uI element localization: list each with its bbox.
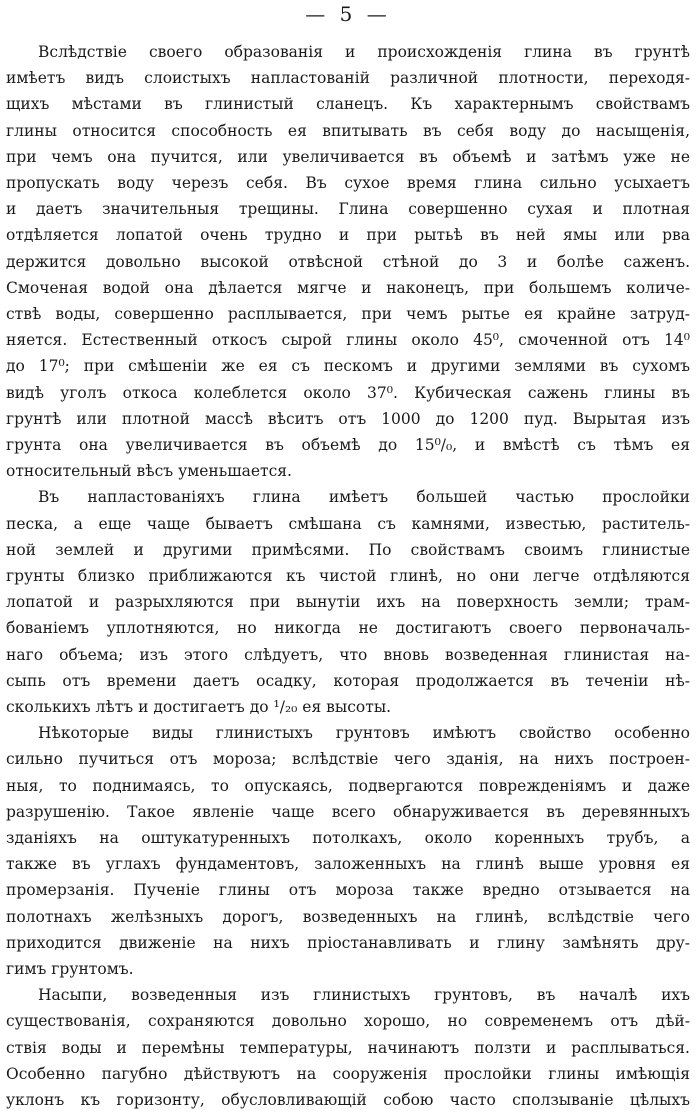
text-line: сыпь отъ времени даетъ осадку, которая продолжается въ теченіи нѣ-: [6, 671, 690, 690]
text-line: видѣ уголъ откоса колеблется около 37⁰. Кубическая сажень глины въ: [6, 383, 690, 402]
text-line: сильно пучиться отъ мороза; вслѣдствіе чего зданія, на нихъ построен-: [6, 750, 690, 769]
text-line: глины относится способность ея впитывать въ себя воду до насыщенія,: [6, 121, 690, 140]
text-line: ныя, то поднимаясь, то опускаясь, подвергаются поврежденіямъ и даже: [6, 776, 690, 795]
text-line: приходится движеніе на нихъ пріостанавливать и глину замѣнять дру-: [6, 933, 690, 952]
text-line: относительный вѣсъ уменьшается.: [6, 462, 292, 481]
text-line: грунтѣ или плотной массѣ вѣситъ отъ 1000 до 1200 пуд. Вырытая изъ: [6, 409, 690, 428]
text-line: щихъ мѣстами въ глинистый сланецъ. Къ характернымъ свойствамъ: [6, 95, 690, 114]
text-line: Въ напластованіяхъ глина имѣетъ большей частью прослойки: [38, 488, 690, 507]
text-line: ствѣ воды, совершенно расплывается, при чемъ рытье ея крайне затруд-: [6, 305, 690, 323]
text-line: имѣетъ видъ слоистыхъ напластованій различной плотности, переходя-: [6, 69, 690, 88]
text-line: бованіемъ уплотняются, но никогда не достигаютъ своего первоначаль-: [6, 619, 690, 638]
text-line: ствія воды и перемѣны температуры, начинаютъ ползти и расплываться.: [6, 1038, 690, 1057]
page-number: — 5 —: [305, 2, 391, 26]
text-line: пропускать воду черезъ себя. Въ сухое время глина сильно усыхаетъ: [6, 174, 690, 192]
text-line: наго объема; изъ этого слѣдуетъ, что вновь возведенная глинистая на-: [6, 645, 690, 664]
text-line: Особенно пагубно дѣйствуютъ на сооруженія прослойки глины имѣющія: [6, 1064, 690, 1083]
text-line: держится довольно высокой отвѣсной стѣной до 3 и болѣе саженъ.: [6, 252, 690, 271]
text-line: песка, а еще чаще бываетъ смѣшана съ камнями, известью, раститель-: [6, 514, 690, 533]
text-line: няется. Естественный откосъ сырой глины около 45⁰, смоченной отъ 14⁰: [6, 331, 690, 350]
text-line: Насыпи, возведенныя изъ глинистыхъ грунтовъ, въ началѣ ихъ: [38, 986, 690, 1005]
text-line: при чемъ она пучится, или увеличивается въ объемѣ и затѣмъ уже не: [6, 147, 690, 166]
text-line: существованія, сохраняются довольно хорошо, но современемъ отъ дѣй-: [6, 1012, 690, 1031]
text-line: грунта она увеличивается въ объемѣ до 15⁰/₀, и вмѣстѣ съ тѣмъ ея: [6, 436, 690, 454]
text-line: зданіяхъ на оштукатуренныхъ потолкахъ, около коренныхъ трубъ, а: [6, 829, 690, 847]
text-line: промерзанія. Пученіе глины отъ мороза также вредно отзывается на: [6, 881, 690, 900]
text-line: до 17⁰; при смѣшеніи же ея съ пескомъ и другими землями въ сухомъ: [6, 357, 690, 376]
text-line: Нѣкоторые виды глинистыхъ грунтовъ имѣютъ свойство особенно: [38, 724, 690, 743]
text-line: сколькихъ лѣтъ и достигаетъ до ¹/₂₀ ея высоты.: [6, 698, 392, 716]
text-line: Вслѣдствіе своего образованія и происхожденія глина въ грунтѣ: [38, 43, 690, 61]
text-line: Смоченая водой она дѣлается мягче и наконецъ, при большемъ количе-: [6, 278, 690, 297]
text-line: лопатой и разрыхляются при вынутіи ихъ на поверхность земли; трам-: [6, 593, 690, 612]
text-line: уклонъ къ горизонту, обусловливающій собою часто сползываніе цѣлыхъ: [6, 1091, 690, 1109]
text-line: отдѣляется лопатой очень трудно и при рытьѣ въ ней ямы или рва: [6, 226, 690, 245]
text-line: также въ углахъ фундаментовъ, заложенныхъ на глинѣ выше уровня ея: [6, 855, 690, 874]
text-line: разрушенію. Такое явленіе чаще всего обнаруживается въ деревянныхъ: [6, 802, 690, 821]
text-line: и даетъ значительныя трещины. Глина совершенно сухая и плотная: [6, 200, 690, 219]
text-line: грунты близко приближаются къ чистой глинѣ, но они легче отдѣляются: [6, 567, 690, 585]
text-line: гимъ грунтомъ.: [6, 960, 134, 978]
text-line: ной землей и другими примѣсями. По свойствамъ своимъ глинистые: [6, 540, 690, 559]
text-line: полотнахъ желѣзныхъ дорогъ, возведенныхъ на глинѣ, вслѣдствіе чего: [6, 907, 690, 926]
